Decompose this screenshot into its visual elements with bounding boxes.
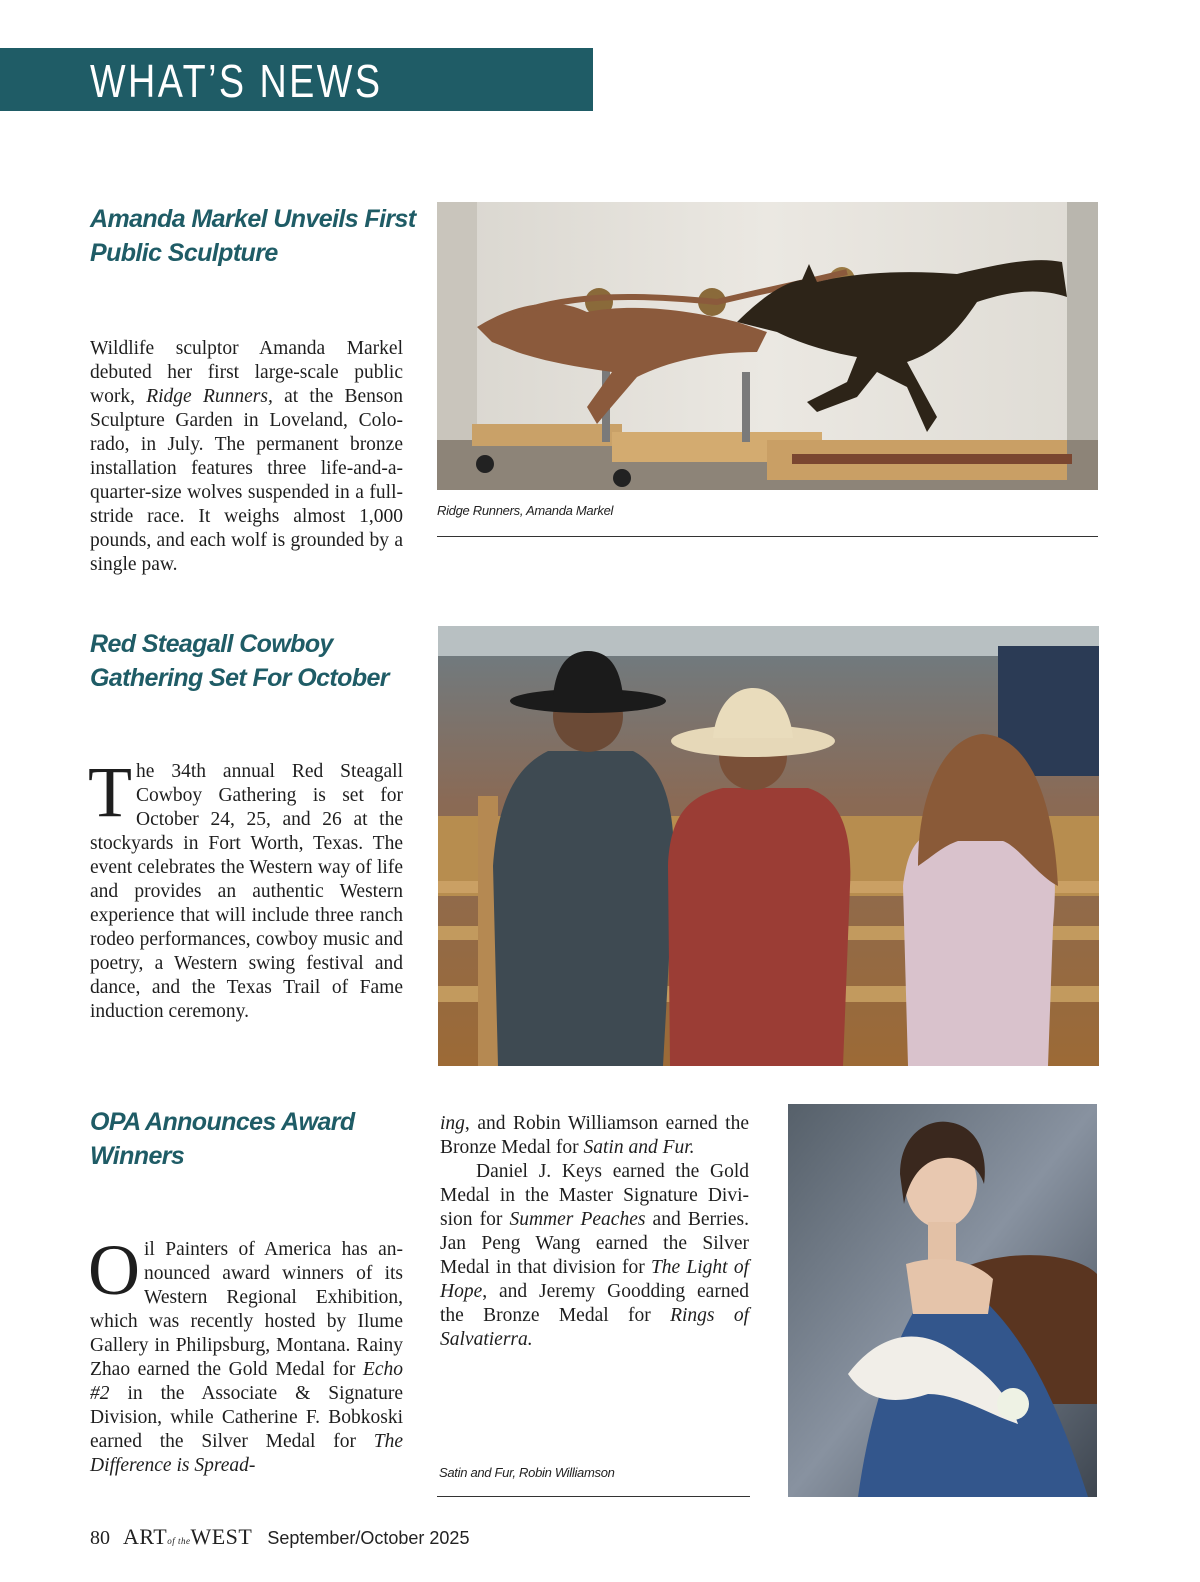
story3-body-column1: Oil Painters of America has announced award winners of its Western Regional Exhibition, which was recently hosted by Ilume Gallery in Philipsburg, Montana. Rainy Zhao earned the Gold Medal for Echo #2 in the Associate & Signature Division, while Catherine F. Bobkoski earned the Silver Medal for The Difference is Spread- [88,1230,403,1476]
story3-drop-cap: O [88,1230,140,1310]
section-banner [0,48,593,111]
story2-body: The 34th annual Red Steagall Cowboy Gathering is set for October 24, 25, and 26 at the stockyards in Fort Worth, Texas. The event celebrates the Western way of life and provides an authentic Western experience that will include three ranch rodeo performances, cowboy music and poetry, a Western swing festival and dance, and the Texas Trail of Fame induction ceremony. [88,752,403,1022]
magazine-logo: ARTof theWEST [123,1524,253,1549]
story3-divider [437,1496,750,1497]
story1-body: Wildlife sculptor Amanda Markel debuted her first large-scale public work, Ridge Runners, at the Benson Sculpture Garden in Loveland, Colorado, in July. The permanent bronze installation features three life-and-a-quarter-size wolves suspended in a full-stride race. It weighs almost 1,000 pounds, and each wolf is grounded by a single paw. [90,338,403,575]
section-banner-title: WHAT’S NEWS [90,55,383,107]
cowboy-gathering-photo [438,626,1099,1066]
story2-headline: Red Steagall Cowboy Gathering Set For October [90,630,389,692]
story3-body-column2: ing, and Robin Williamson earned the Bronze Medal for Satin and Fur. Daniel J. Keys earned the Gold Medal in the Master Signature Division for Summer Peaches and Berries. Jan Peng Wang earned the Silver Medal in that division for The Light of Hope, and Jeremy Goodding earned the Bronze Medal for Rings of Salvatierra. [440,1113,750,1350]
story1-headline: Amanda Markel Unveils First Public Sculpture [90,205,416,267]
story3-headline: OPA Announces Award Winners [90,1108,355,1170]
page-number: 80 [90,1527,110,1549]
satin-and-fur-painting [788,1104,1097,1497]
story1-caption: Ridge Runners, Amanda Markel [437,503,614,518]
story2-drop-cap: T [88,752,132,832]
ridge-runners-photo [437,202,1098,490]
story1-divider [437,536,1098,537]
page-footer [90,1524,469,1550]
issue-date: September/October 2025 [267,1528,470,1548]
story3-caption: Satin and Fur, Robin Williamson [439,1465,615,1480]
